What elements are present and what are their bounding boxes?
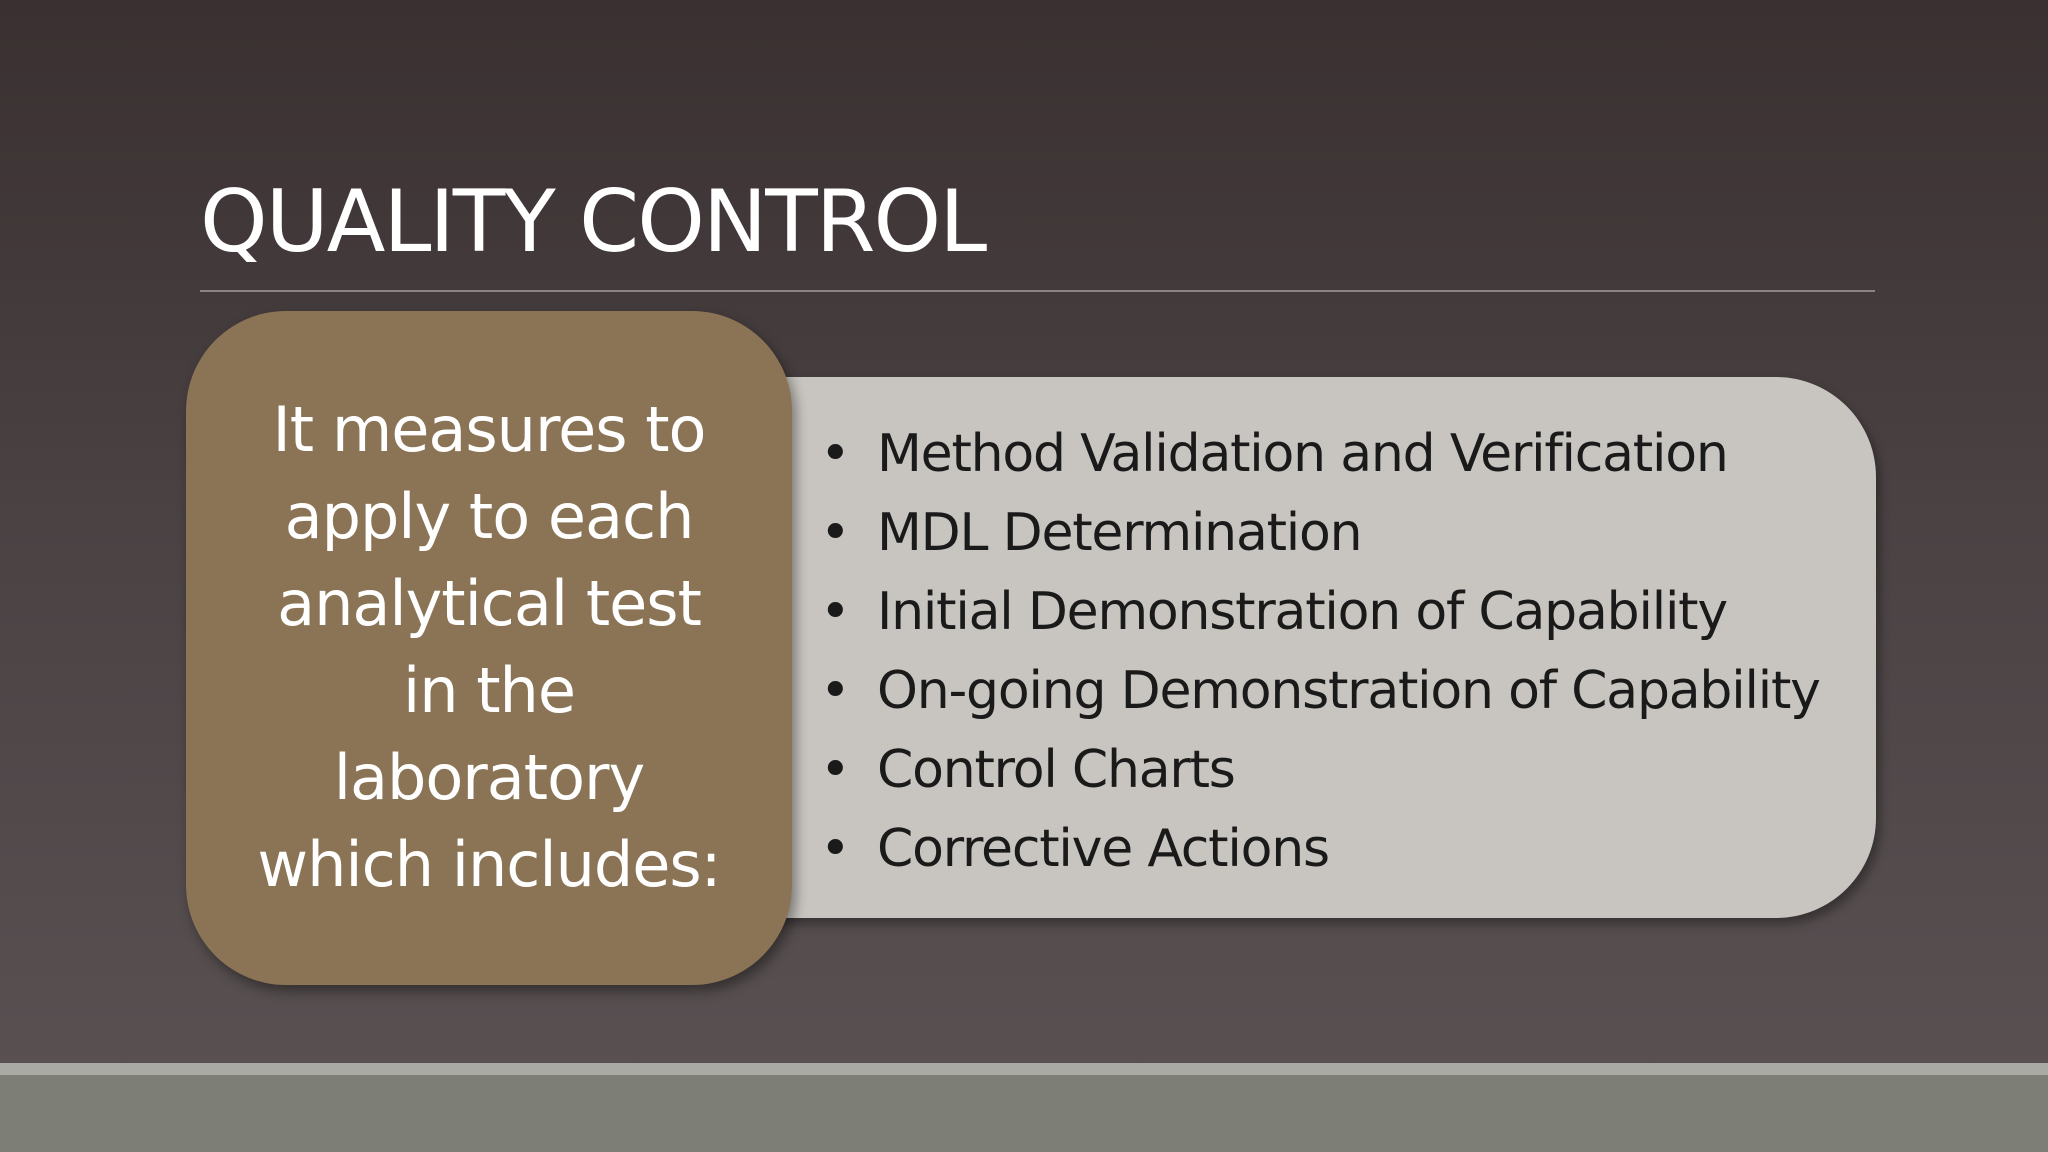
bullet-icon: • [820, 503, 850, 563]
list-item [820, 573, 1820, 652]
list-item-text: Corrective Actions [877, 819, 1329, 879]
list-item [820, 494, 1820, 573]
list-item-text: On-going Demonstration of Capability [877, 661, 1820, 721]
list-item-text: Method Validation and Verification [877, 424, 1728, 484]
description-text: It measures to apply to each analytical test in the laboratory which includes: [257, 393, 721, 901]
bullet-icon: • [820, 740, 850, 800]
footer-band [0, 1075, 2048, 1152]
bullet-icon: • [820, 424, 850, 484]
list-item [820, 415, 1820, 494]
list-item-text: MDL Determination [877, 503, 1362, 563]
list-panel [760, 377, 1876, 918]
slide-title: QUALITY CONTROL [200, 172, 986, 272]
list-item [820, 731, 1820, 810]
bullet-icon: • [820, 819, 850, 879]
bullet-list [820, 415, 1820, 889]
description-box [186, 311, 792, 985]
footer-stripe [0, 1063, 2048, 1075]
bullet-icon: • [820, 661, 850, 721]
list-item [820, 810, 1820, 889]
list-item [820, 652, 1820, 731]
list-item-text: Initial Demonstration of Capability [877, 582, 1727, 642]
list-item-text: Control Charts [877, 740, 1235, 800]
title-divider [200, 290, 1875, 292]
bullet-icon: • [820, 582, 850, 642]
